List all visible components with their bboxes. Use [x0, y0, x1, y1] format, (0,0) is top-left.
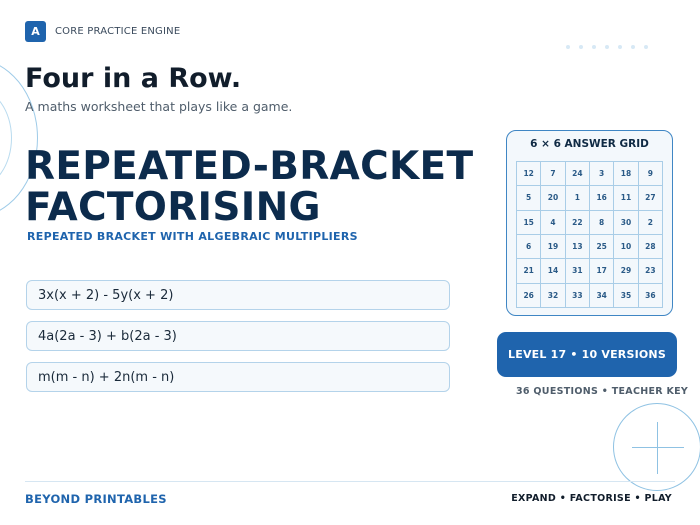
answer-grid-cell: 35	[614, 284, 638, 308]
question-item: m(m - n) + 2n(m - n)	[26, 362, 450, 392]
answer-grid-cell: 29	[614, 259, 638, 283]
answer-grid-cell: 23	[639, 259, 663, 283]
answer-grid-cell: 19	[541, 235, 565, 259]
question-item: 3x(x + 2) - 5y(x + 2)	[26, 280, 450, 310]
answer-grid-cell: 3	[590, 162, 614, 186]
answer-grid-cell: 2	[639, 211, 663, 235]
answer-grid-cell: 25	[590, 235, 614, 259]
answer-grid	[516, 161, 663, 308]
answer-grid-cell: 24	[566, 162, 590, 186]
answer-grid-cell: 13	[566, 235, 590, 259]
answer-grid-cell: 30	[614, 211, 638, 235]
answer-grid-cell: 4	[541, 211, 565, 235]
answer-grid-cell: 16	[590, 186, 614, 210]
plus-circle-icon	[613, 403, 700, 491]
question-list	[26, 280, 450, 403]
answer-grid-cell: 22	[566, 211, 590, 235]
brand	[25, 21, 180, 42]
topic-label: REPEATED BRACKET WITH ALGEBRAIC MULTIPLIERS	[27, 230, 358, 243]
answer-grid-cell: 8	[590, 211, 614, 235]
answer-grid-title: 6 × 6 ANSWER GRID	[530, 138, 649, 150]
answer-grid-cell: 26	[517, 284, 541, 308]
answer-grid-cell: 7	[541, 162, 565, 186]
headline-line-1: REPEATED-BRACKET	[25, 144, 474, 189]
headline-line-2: FACTORISING	[25, 185, 321, 230]
answer-grid-cell: 15	[517, 211, 541, 235]
page-subtitle: A maths worksheet that plays like a game.	[25, 99, 293, 114]
footer-tagline: EXPAND • FACTORISE • PLAY	[511, 493, 672, 504]
answer-grid-cell: 18	[614, 162, 638, 186]
answer-grid-cell: 33	[566, 284, 590, 308]
answer-grid-cell: 36	[639, 284, 663, 308]
footer-divider	[25, 481, 675, 482]
answer-grid-cell: 12	[517, 162, 541, 186]
worksheet-headline	[25, 146, 473, 228]
answer-grid-cell: 31	[566, 259, 590, 283]
answer-grid-card	[506, 130, 673, 316]
meta-info: 36 QUESTIONS • TEACHER KEY	[516, 386, 689, 397]
answer-grid-cell: 14	[541, 259, 565, 283]
answer-grid-cell: 11	[614, 186, 638, 210]
answer-grid-cell: 9	[639, 162, 663, 186]
page-title: Four in a Row.	[25, 63, 242, 94]
answer-grid-cell: 27	[639, 186, 663, 210]
brand-name: CORE PRACTICE ENGINE	[55, 26, 181, 37]
answer-grid-cell: 21	[517, 259, 541, 283]
answer-grid-cell: 10	[614, 235, 638, 259]
answer-grid-cell: 5	[517, 186, 541, 210]
answer-grid-cell: 6	[517, 235, 541, 259]
answer-grid-cell: 1	[566, 186, 590, 210]
footer-brand: BEYOND PRINTABLES	[25, 492, 167, 506]
answer-grid-cell: 28	[639, 235, 663, 259]
answer-grid-cell: 34	[590, 284, 614, 308]
question-item: 4a(2a - 3) + b(2a - 3)	[26, 321, 450, 351]
decorative-dots	[566, 45, 648, 49]
answer-grid-cell: 17	[590, 259, 614, 283]
answer-grid-cell: 20	[541, 186, 565, 210]
brand-logo: A	[25, 21, 46, 42]
level-versions-button[interactable]: LEVEL 17 • 10 VERSIONS	[497, 332, 677, 377]
answer-grid-cell: 32	[541, 284, 565, 308]
